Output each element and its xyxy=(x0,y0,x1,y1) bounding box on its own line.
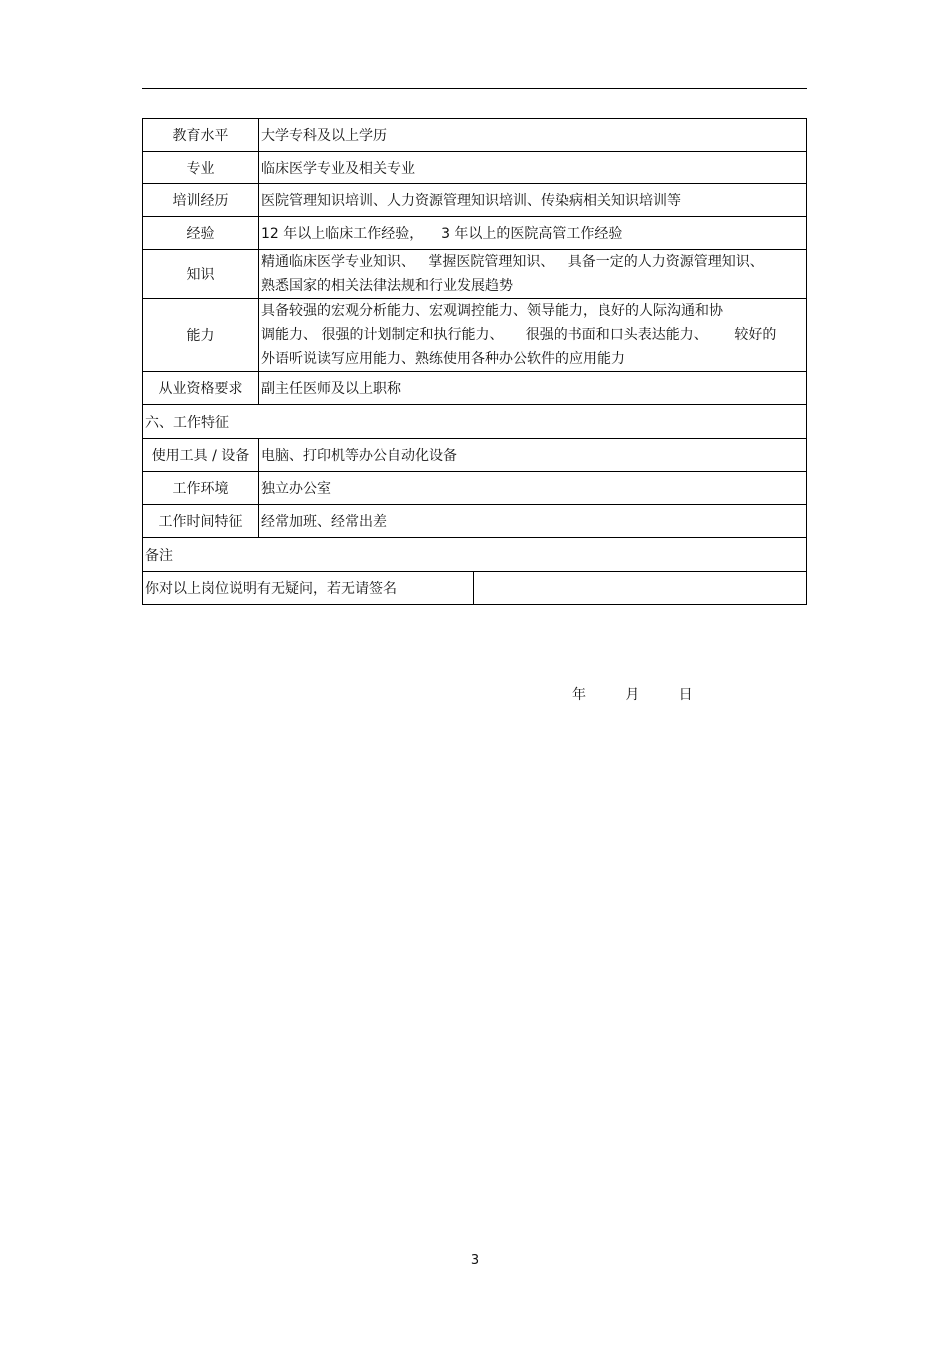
row-work-time xyxy=(142,504,807,537)
value-knowledge xyxy=(259,250,806,298)
label-major: 专业 xyxy=(143,152,259,183)
signature-date xyxy=(572,684,732,704)
header-rule xyxy=(142,88,807,89)
signature-prompt: 你对以上岗位说明有无疑问，若无请签名 xyxy=(143,572,474,604)
label-training: 培训经历 xyxy=(143,184,259,216)
value-education: 大学专科及以上学历 xyxy=(261,128,387,144)
job-description-table xyxy=(142,118,807,605)
ability-line: 调能力、 很强的计划制定和执行能力、 很强的书面和口头表达能力、 较好的 xyxy=(261,327,777,343)
label-tools: 使用工具 / 设备 xyxy=(143,439,259,471)
label-knowledge: 知识 xyxy=(143,250,259,298)
row-tools xyxy=(142,438,807,471)
signature-field[interactable] xyxy=(474,572,806,604)
label-experience: 经验 xyxy=(143,217,259,249)
row-knowledge xyxy=(142,249,807,298)
page-number: 3 xyxy=(470,1253,480,1268)
value-tools: 电脑、打印机等办公自动化设备 xyxy=(261,448,457,464)
value-experience: 12 年以上临床工作经验， 3 年以上的医院高管工作经验 xyxy=(261,226,623,242)
row-training xyxy=(142,183,807,216)
value-ability xyxy=(259,299,806,371)
value-work-time: 经常加班、经常出差 xyxy=(261,514,387,530)
section-6-heading: 六、工作特征 xyxy=(145,414,229,431)
remarks-label: 备注 xyxy=(145,547,173,564)
label-work-time: 工作时间特征 xyxy=(143,505,259,537)
row-education xyxy=(142,118,807,151)
row-ability xyxy=(142,298,807,371)
knowledge-line: 精通临床医学专业知识、 掌握医院管理知识、 具备一定的人力资源管理知识、 xyxy=(261,254,764,270)
date-year: 年 xyxy=(572,687,586,703)
value-training: 医院管理知识培训、人力资源管理知识培训、传染病相关知识培训等 xyxy=(261,193,681,209)
row-section-6 xyxy=(142,404,807,438)
value-environment: 独立办公室 xyxy=(261,481,331,497)
label-education: 教育水平 xyxy=(143,119,259,151)
value-qualification: 副主任医师及以上职称 xyxy=(261,381,401,397)
knowledge-line: 熟悉国家的相关法律法规和行业发展趋势 xyxy=(261,278,513,294)
row-experience xyxy=(142,216,807,249)
row-qualification xyxy=(142,371,807,404)
label-environment: 工作环境 xyxy=(143,472,259,504)
label-qualification: 从业资格要求 xyxy=(143,372,259,404)
date-day: 日 xyxy=(678,687,693,703)
row-environment xyxy=(142,471,807,504)
value-major: 临床医学专业及相关专业 xyxy=(261,160,415,177)
ability-line: 具备较强的宏观分析能力、宏观调控能力、领导能力，良好的人际沟通和协 xyxy=(261,303,723,319)
row-signature xyxy=(142,571,807,605)
label-ability: 能力 xyxy=(143,299,259,371)
row-major xyxy=(142,151,807,183)
date-month: 月 xyxy=(625,687,640,703)
row-remarks xyxy=(142,537,807,571)
ability-line: 外语听说读写应用能力、熟练使用各种办公软件的应用能力 xyxy=(261,351,625,367)
